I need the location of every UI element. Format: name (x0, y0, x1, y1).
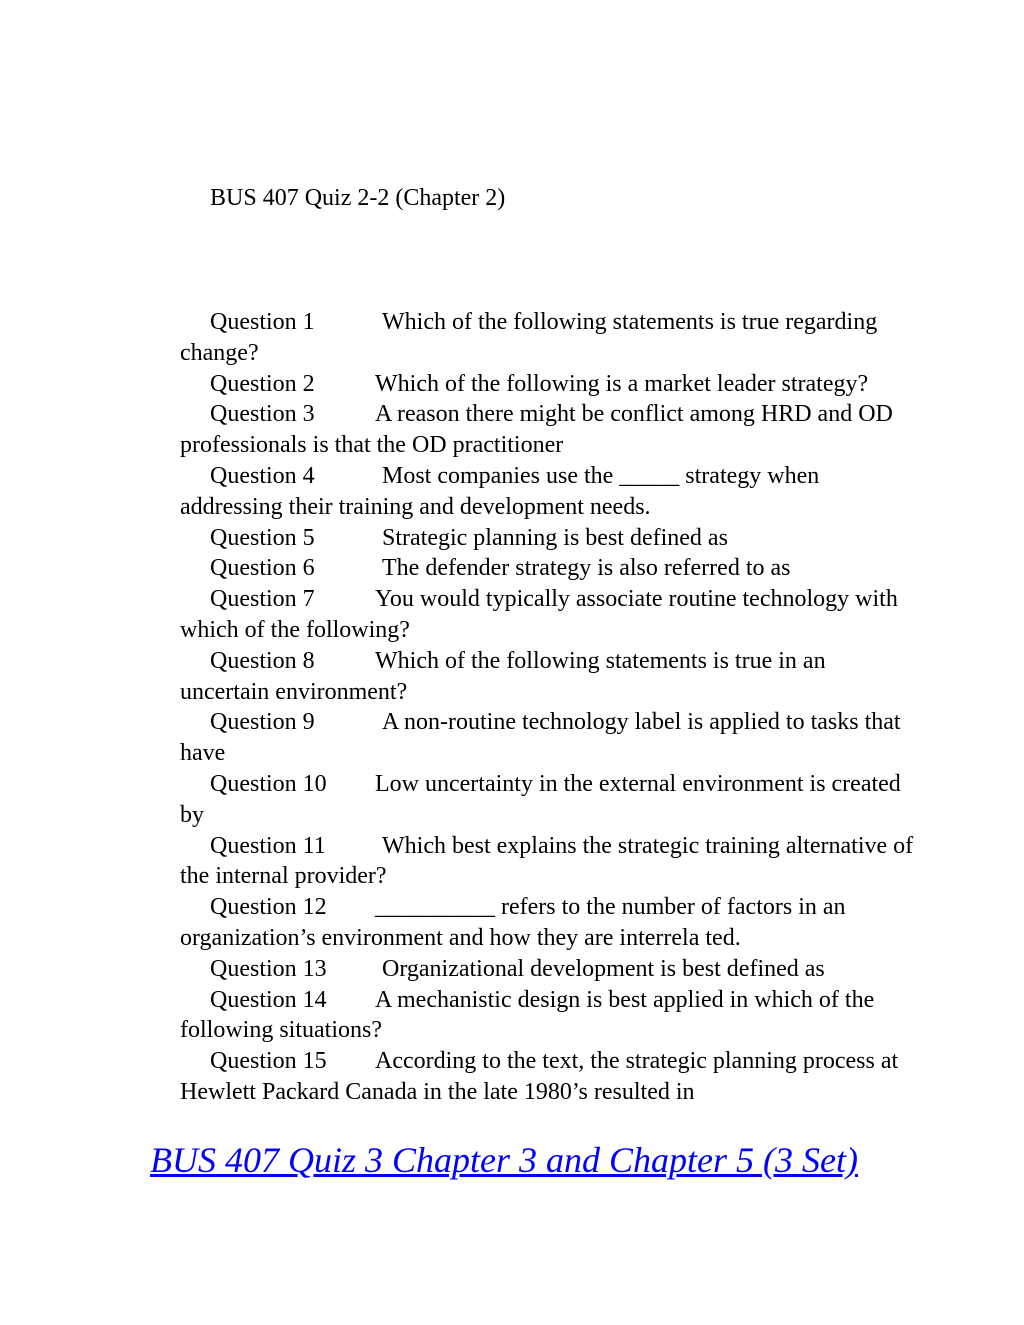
question-label: Question 3 (210, 401, 315, 428)
question-text: Organizational development is best defined as (382, 955, 825, 982)
question-text: Which of the following is a market leader strategy? (375, 370, 869, 397)
list-item (180, 892, 920, 954)
list-item (180, 399, 920, 461)
question-label: Question 4 (210, 462, 315, 489)
question-text: You would typically associate routine technology with which of the following? (180, 586, 898, 643)
list-item (180, 461, 920, 523)
page-title: BUS 407 Quiz 2-2 (Chapter 2) (210, 185, 506, 211)
list-item (180, 646, 920, 708)
question-text: A non-routine technology label is applied to tasks that have (180, 709, 901, 767)
question-label: Question 9 (210, 709, 315, 736)
question-text: Most companies use the _____ strategy when addressing their training and development needs. (180, 462, 820, 520)
question-label: Question 8 (210, 647, 315, 674)
question-label: Question 12 (210, 894, 327, 921)
question-text: Which best explains the strategic training alternative of the internal provider? (180, 832, 914, 890)
list-item (180, 985, 920, 1047)
question-text: A reason there might be conflict among HRD and OD professionals is that the OD practitioner (180, 401, 893, 459)
question-label: Question 15 (210, 1048, 327, 1075)
question-label: Question 6 (210, 555, 315, 582)
question-text: Strategic planning is best defined as (382, 524, 728, 551)
list-item (180, 523, 920, 554)
list-item (180, 831, 920, 893)
list-item (180, 369, 920, 400)
question-text: __________ refers to the number of factors in an organization’s environment and how they are interrela ted. (180, 894, 846, 951)
question-label: Question 1 (210, 309, 315, 335)
question-text: Low uncertainty in the external environment is created by (180, 770, 901, 828)
list-item (180, 769, 920, 831)
question-label: Question 2 (210, 370, 315, 397)
question-list (180, 307, 920, 1108)
list-item (180, 553, 920, 584)
list-item (180, 307, 920, 369)
list-item (180, 584, 920, 646)
list-item (180, 707, 920, 769)
question-text: Which of the following statements is true in an uncertain environment? (180, 647, 826, 705)
question-text: According to the text, the strategic planning process at Hewlett Packard Canada in the late 1980’s resulted in (180, 1048, 899, 1105)
question-label: Question 10 (210, 770, 327, 797)
question-label: Question 14 (210, 986, 327, 1013)
question-label: Question 13 (210, 955, 327, 982)
question-text: The defender strategy is also referred to as (382, 555, 791, 582)
question-text: A mechanistic design is best applied in which of the following situations? (180, 986, 875, 1044)
list-item (180, 1046, 920, 1108)
question-label: Question 7 (210, 586, 315, 613)
question-label: Question 5 (210, 524, 315, 551)
question-label: Question 11 (210, 832, 326, 859)
next-quiz-link[interactable]: BUS 407 Quiz 3 Chapter 3 and Chapter 5 (3 Set) (150, 1140, 858, 1180)
list-item (180, 954, 920, 985)
question-text: Which of the following statements is true regarding change? (180, 309, 878, 366)
